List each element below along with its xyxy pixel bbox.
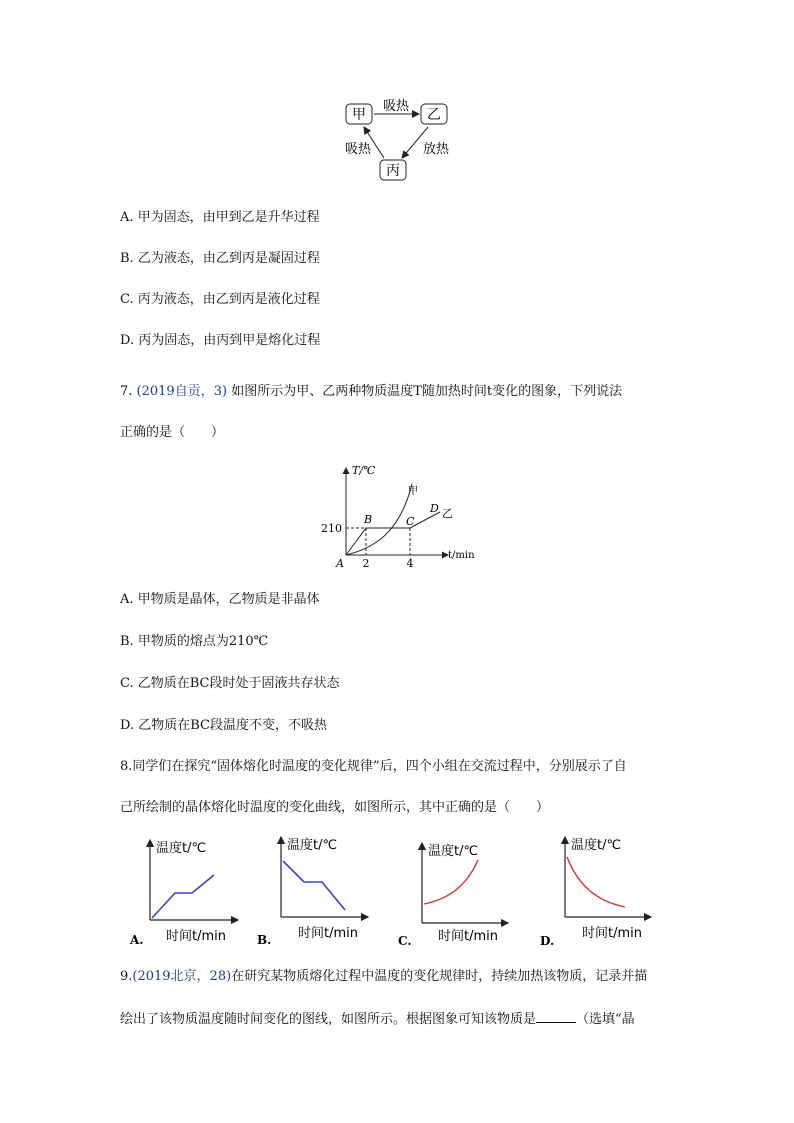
q7-point-a: A bbox=[336, 557, 344, 570]
q8-graph-a-curve bbox=[152, 875, 214, 918]
q8-graph-d-x-label: 时间t/min bbox=[582, 926, 642, 941]
q7-point-c: C bbox=[406, 515, 415, 528]
q7-curve-yi bbox=[346, 512, 440, 555]
label-top: 吸热 bbox=[382, 99, 410, 114]
q9-stem-line1: 9.(2019北京，28)在研究某物质熔化过程中温度的变化规律时，持续加热该物质，记录并描 bbox=[120, 969, 648, 984]
q7-tick-2: 2 bbox=[362, 557, 370, 570]
node-yi: 乙 bbox=[427, 107, 441, 123]
q7-x-axis-label: t/min bbox=[448, 550, 475, 561]
q8-graph-c-letter: C. bbox=[398, 934, 412, 948]
q7-number: 7. bbox=[120, 384, 133, 399]
q8-number: 8. bbox=[120, 759, 133, 774]
q7-graph bbox=[0, 460, 794, 580]
q8-graph-b-x-label: 时间t/min bbox=[298, 926, 358, 941]
q8-graph-c bbox=[398, 843, 508, 948]
q8-graph-a-y-label: 温度t/℃ bbox=[156, 841, 207, 856]
q6-option-c: C. 丙为液态，由乙到丙是液化过程 bbox=[120, 292, 320, 307]
q8-graph-b-letter: B. bbox=[257, 933, 272, 947]
q7-source: (2019自贡，3) bbox=[136, 384, 228, 399]
q8-graph-d-y-label: 温度t/℃ bbox=[571, 838, 622, 853]
q7-label-yi: 乙 bbox=[442, 507, 453, 520]
q8-graph-b-curve bbox=[283, 861, 345, 910]
q8-graph-a-letter: A. bbox=[130, 933, 144, 947]
q7-y-axis-label: T/℃ bbox=[352, 464, 376, 477]
q9-answer-blank bbox=[536, 1010, 576, 1023]
q8-graph-c-curve bbox=[424, 860, 478, 904]
q6-option-d: D. 丙为固态，由丙到甲是熔化过程 bbox=[120, 333, 321, 348]
q7-tick-4: 4 bbox=[406, 557, 414, 570]
q9-number: 9. bbox=[120, 969, 133, 984]
state-change-diagram bbox=[0, 0, 794, 200]
q6-option-a: A. 甲为固态，由甲到乙是升华过程 bbox=[120, 210, 320, 225]
q8-graph-d-curve bbox=[567, 857, 625, 907]
q8-stem-line2: 己所绘制的晶体熔化时温度的变化曲线，如图所示，其中正确的是（ ） bbox=[120, 800, 550, 815]
q9-source: (2019北京，28) bbox=[132, 969, 232, 984]
q7-option-b: B. 甲物质的熔点为210℃ bbox=[120, 634, 269, 649]
q7-label-jia: 甲 bbox=[408, 486, 418, 497]
q9-stem-line2: 绘出了该物质温度随时间变化的图线，如图所示。根据图象可知该物质是 （选填“晶 bbox=[120, 1012, 635, 1027]
q8-stem-line1: 8.同学们在探究“固体熔化时温度的变化规律”后，四个小组在交流过程中，分别展示了自 bbox=[120, 759, 627, 774]
q8-graphs bbox=[0, 825, 794, 955]
q8-graph-c-y-label: 温度t/℃ bbox=[428, 844, 479, 859]
label-left: 吸热 bbox=[344, 142, 372, 157]
q7-point-d: D bbox=[430, 502, 439, 515]
q7-option-c: C. 乙物质在BC段时处于固液共存状态 bbox=[120, 676, 340, 691]
q7-curve-jia bbox=[346, 484, 412, 555]
q7-option-d: D. 乙物质在BC段温度不变，不吸热 bbox=[120, 718, 327, 733]
node-bing: 丙 bbox=[386, 163, 400, 179]
q7-stem-line1: 7. (2019自贡，3) 如图所示为甲、乙两种物质温度T随加热时间t变化的图象，下列说法 bbox=[120, 384, 623, 399]
q6-option-b: B. 乙为液态，由乙到丙是凝固过程 bbox=[120, 251, 320, 266]
q8-graph-c-x-label: 时间t/min bbox=[438, 929, 498, 944]
label-right: 放热 bbox=[422, 142, 450, 157]
node-jia: 甲 bbox=[352, 107, 366, 123]
q8-graph-a-x-label: 时间t/min bbox=[166, 929, 226, 944]
q8-graph-b-y-label: 温度t/℃ bbox=[287, 838, 338, 853]
q8-graph-d-letter: D. bbox=[540, 934, 555, 948]
q8-graph-a bbox=[129, 840, 238, 947]
q7-option-a: A. 甲物质是晶体，乙物质是非晶体 bbox=[120, 592, 320, 607]
q8-graph-b bbox=[257, 837, 368, 947]
q7-point-b: B bbox=[364, 513, 373, 526]
q7-stem-line2: 正确的是（ ） bbox=[120, 425, 225, 440]
q7-tick-210: 210 bbox=[321, 522, 342, 535]
q8-graph-d bbox=[540, 837, 651, 948]
